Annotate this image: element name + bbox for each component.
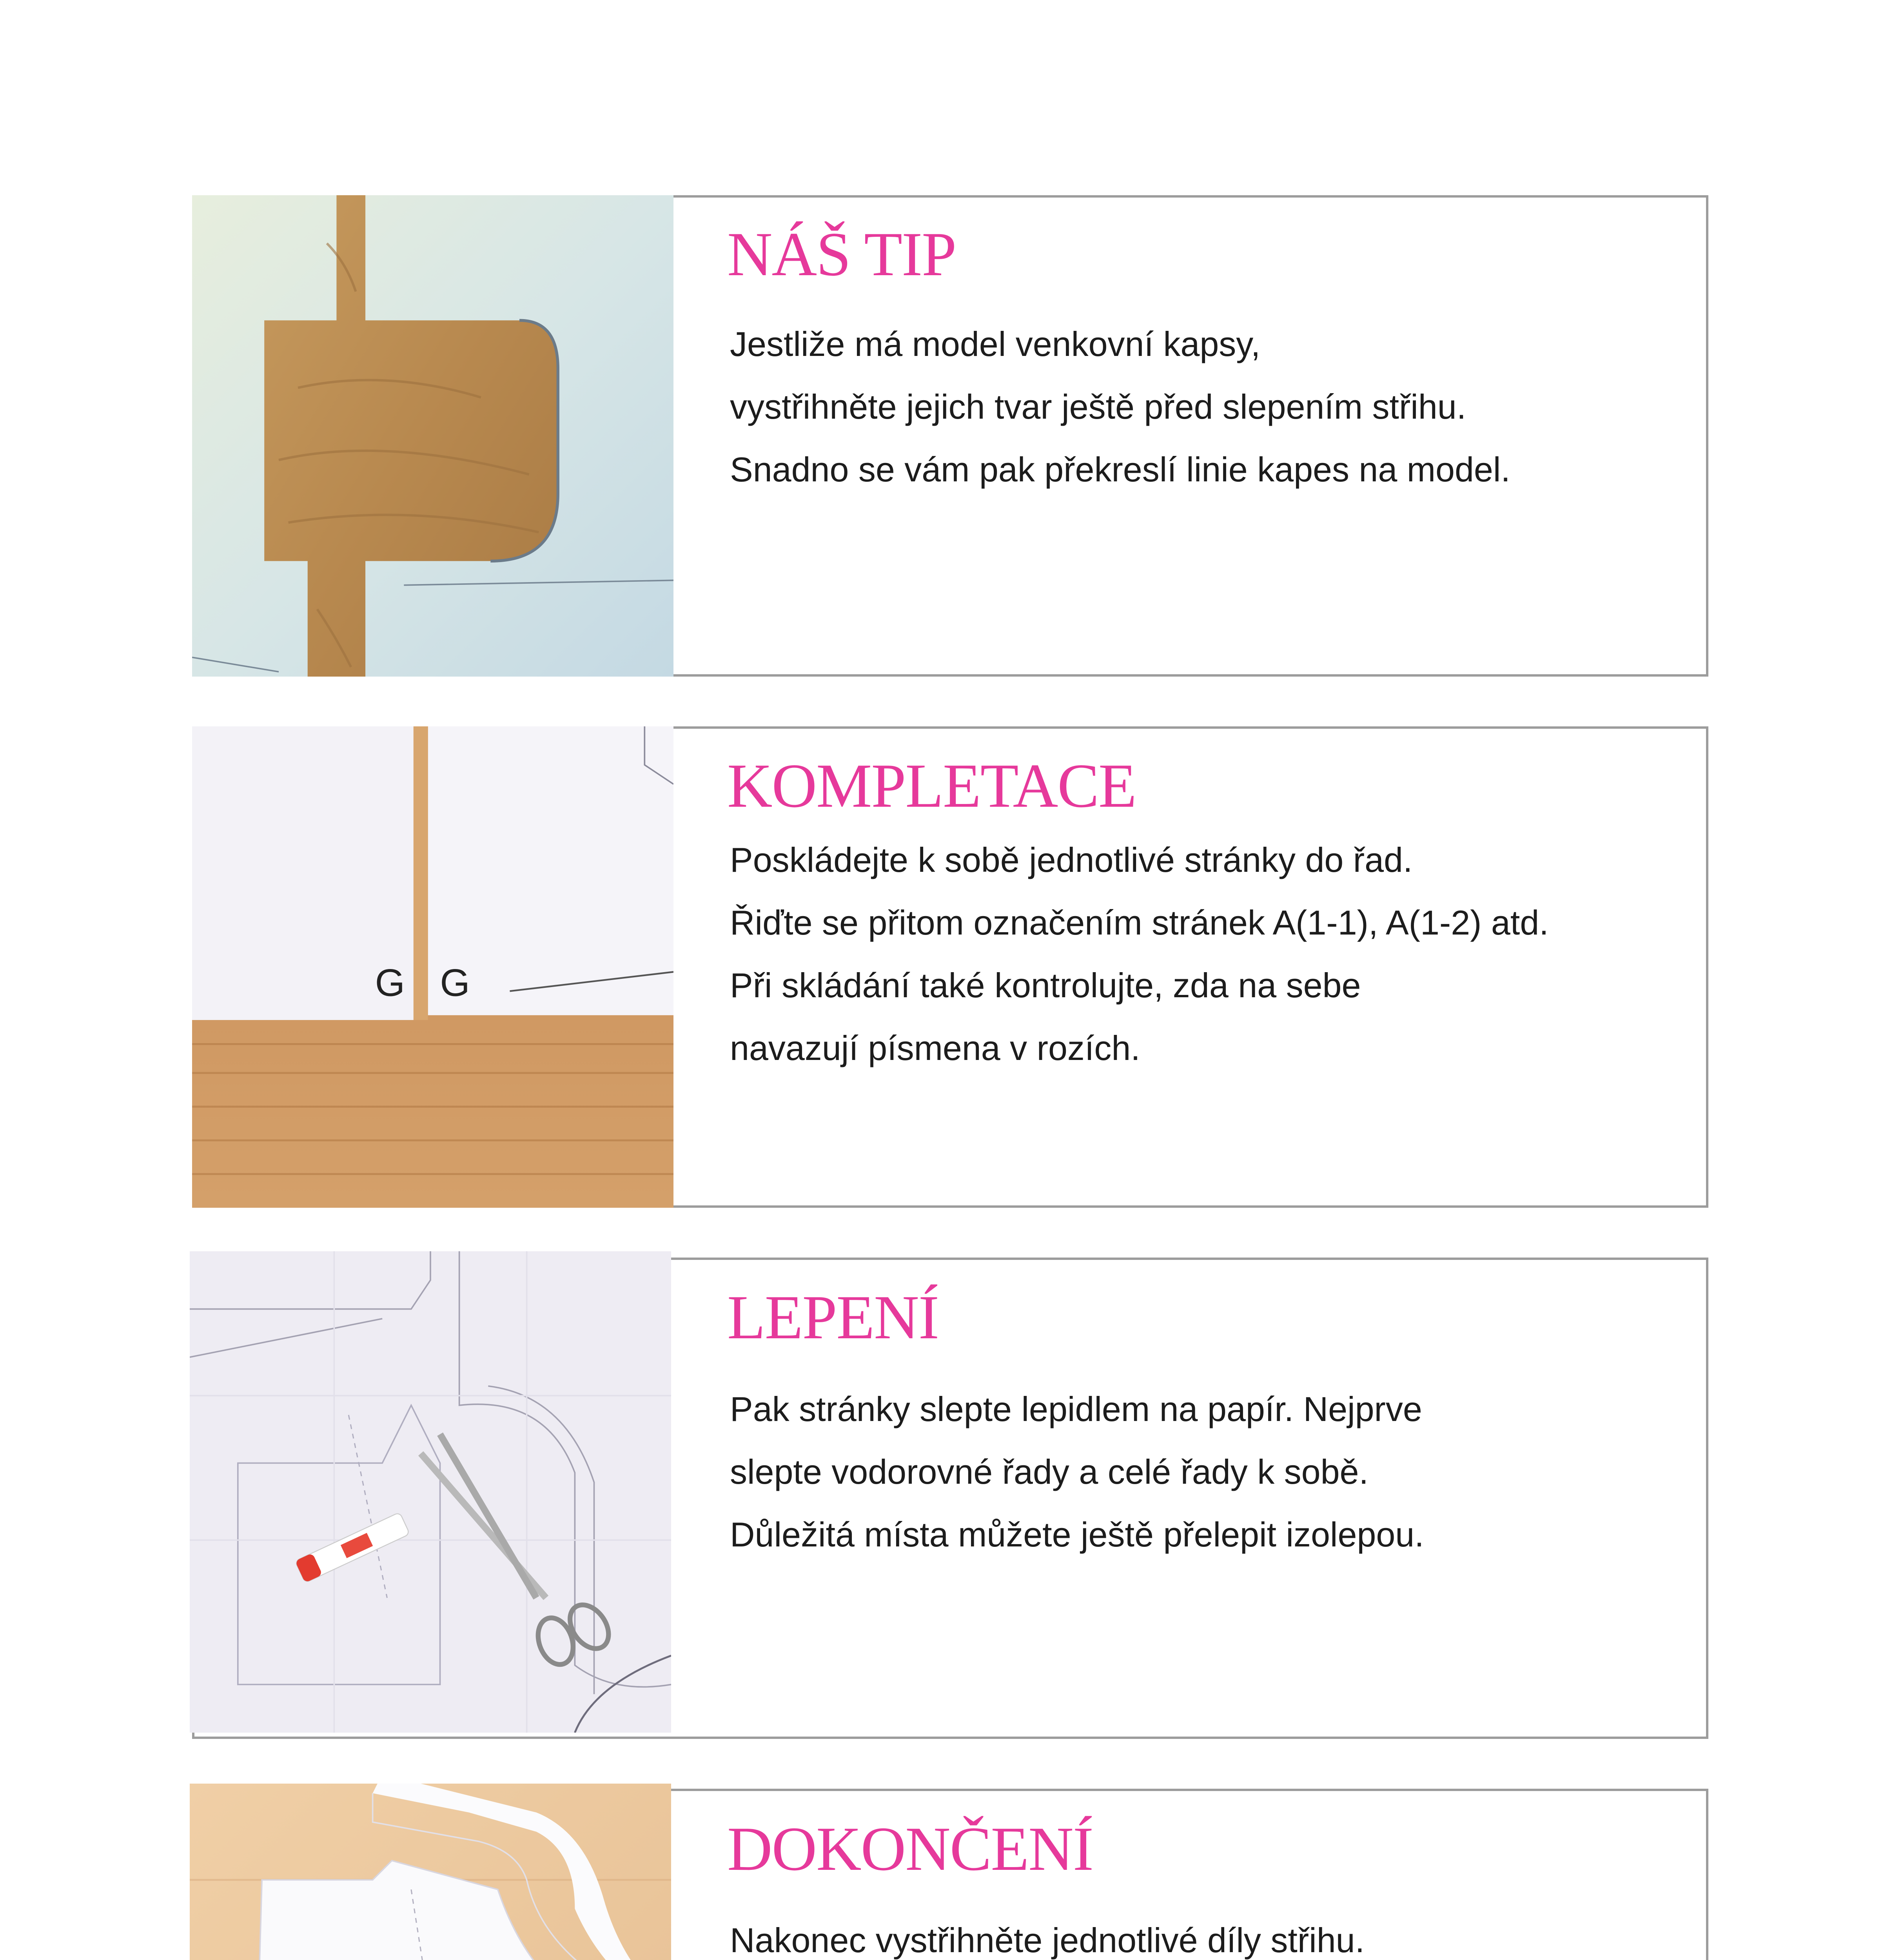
assembly-text (730, 829, 1549, 1080)
pocket-template-on-wood-photo (192, 195, 673, 677)
assembly-line: Řiďte se přitom označením stránek A(1-1), A(1-2) atd. (730, 903, 1549, 942)
tip-line: Snadno se vám pak překreslí linie kapes na model. (730, 450, 1510, 489)
assembly-line: Poskládejte k sobě jednotlivé stránky do řad. (730, 840, 1413, 879)
gluing-line: Pak stránky slepte lepidlem na papír. Nejprve (730, 1390, 1422, 1428)
aligned-pages-photo (192, 726, 673, 1208)
assembly-line: Při skládání také kontrolujte, zda na sebe (730, 966, 1361, 1005)
gluing-line: Důležitá místa můžete ještě přelepit izolepou. (730, 1515, 1424, 1554)
gluing-line: slepte vodorovné řady a celé řady k sobě. (730, 1452, 1368, 1491)
finishing-line: Nakonec vystřihněte jednotlivé díly střihu. (730, 1921, 1365, 1960)
gluing-text (730, 1378, 1424, 1566)
finishing-text (730, 1909, 1365, 1960)
tip-text (730, 313, 1510, 501)
page-corner-letter: G (375, 961, 405, 1004)
assembly-line: navazují písmena v rozích. (730, 1029, 1140, 1067)
page-corner-letter: G (440, 961, 470, 1004)
tip-line: Jestliže má model venkovní kapsy, (730, 325, 1261, 363)
scissors-and-glue-photo (190, 1251, 671, 1733)
assembly-title: KOMPLETACE (727, 751, 1136, 820)
tip-title: NÁŠ TIP (727, 219, 956, 289)
finishing-title: DOKONČENÍ (727, 1814, 1093, 1884)
cut-pattern-pieces-photo (190, 1784, 671, 1960)
gluing-title: LEPENÍ (727, 1282, 939, 1352)
tip-line: vystřihněte jejich tvar ještě před slepením střihu. (730, 387, 1466, 426)
